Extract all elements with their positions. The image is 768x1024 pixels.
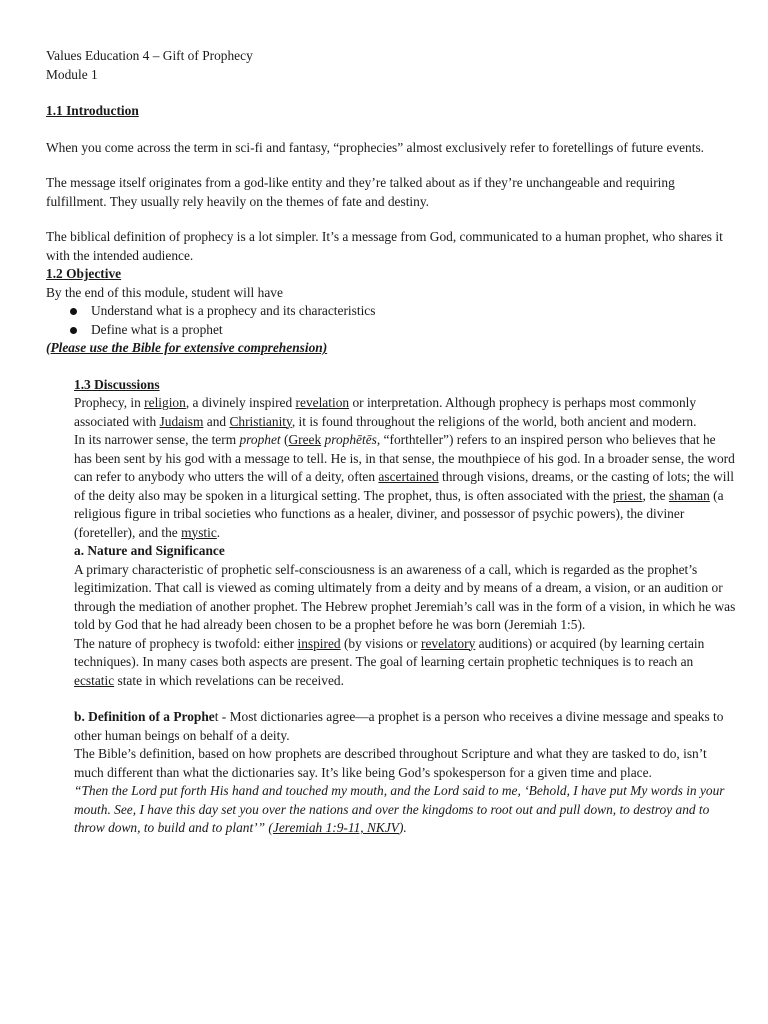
nature-paragraph-1: A primary characteristic of prophetic self-consciousness is an awareness of a call, which is regarded as the prophet’s legitimization. That call is viewed as coming ultimately from a deity and by means of a dream, a vision, or an audition or through the mediation of another prophet. The Hebrew prophet Jeremiah’s call was in the form of a vision, in which he was told by God that he had already been chosen to be a prophet before he was born (Jeremiah 1:5). — [74, 561, 736, 632]
objective-heading: 1.2 Objective — [46, 266, 122, 281]
document-page — [46, 47, 736, 838]
module-label: Module 1 — [46, 66, 98, 82]
link-priest[interactable]: priest — [612, 487, 643, 503]
intro-paragraph-3: The biblical definition of prophecy is a lot simpler. It’s a message from God, communicated to a human prophet, who shares it with the intended audience. — [46, 229, 723, 263]
discussions-heading: 1.3 Discussions — [74, 376, 160, 392]
link-judaism[interactable]: Judaism — [159, 413, 204, 429]
intro-heading: 1.1 Introduction — [46, 103, 139, 118]
objective-item: Understand what is a prophecy and its characteristics — [68, 302, 736, 321]
link-religion[interactable]: religion — [144, 395, 186, 410]
link-ascertained[interactable]: ascertained — [378, 469, 439, 484]
link-greek[interactable]: Greek — [288, 432, 322, 447]
objective-lead: By the end of this module, student will have — [46, 284, 283, 300]
objective-list — [46, 302, 736, 339]
definition-paragraph: b. Definition of a Prophet - Most dictionaries agree—a prophet is a person who receives a divine message and speaks to other human beings on behalf of a deity. — [74, 709, 724, 743]
link-inspired[interactable]: inspired — [297, 635, 341, 651]
definition-heading: b. Definition of a Prophe — [74, 709, 215, 724]
link-revelatory[interactable]: revelatory — [420, 635, 476, 651]
discussions-paragraph-2: In its narrower sense, the term prophet (Greek prophētēs, “forthteller”) refers to an inspired person who believes that he has been sent by his god with a message to tell. He is, in that sense, the mouthpiece of his god. In a broader sense, the word can refer to anybody who utters the will of a deity, often ascertained through visions, dreams, or the casting of lots; the will of the deity also may be spoken in a liturgical setting. The prophet, thus, is often associated with the priest, the shaman (a religious figure in tribal societies who functions as a healer, diviner, and possessor of psychic powers), the diviner (foreteller), and the mystic. — [74, 432, 735, 540]
link-ecstatic[interactable]: ecstatic — [74, 672, 115, 688]
scripture-quote: “Then the Lord put forth His hand and touched my mouth, and the Lord said to me, ‘Behold, I have put My words in your mouth. See, I have this day set you over the nations and over the kingdoms to root out and pull down, to destroy and to throw down, to build and to plant’” (Jeremiah 1:9-11, NKJV). — [74, 783, 725, 835]
nature-heading: a. Nature and Significance — [74, 543, 225, 558]
link-mystic[interactable]: mystic — [181, 524, 217, 540]
objective-item: Define what is a prophet — [68, 321, 736, 340]
link-christianity[interactable]: Christianity — [229, 413, 292, 429]
intro-paragraph-2: The message itself originates from a god-like entity and they’re talked about as if they’re unchangeable and requiring fulfillment. They usually rely heavily on the themes of fate and destiny. — [46, 175, 675, 209]
bible-note: (Please use the Bible for extensive comprehension) — [46, 340, 328, 355]
link-jeremiah-reference[interactable]: Jeremiah 1:9-11, NKJV — [272, 820, 399, 835]
definition-paragraph-2: The Bible’s definition, based on how prophets are described throughout Scripture and what they are tasked to do, isn’t much different than what the dictionaries say. It’s like being God’s spokesperson for a given time and place. — [74, 746, 707, 780]
discussions-paragraph-1: Prophecy, in religion, a divinely inspired revelation or interpretation. Although prophecy is perhaps most commonly associated with Judaism and Christianity, it is found throughout the religions of the world, both ancient and modern. — [74, 395, 697, 429]
link-revelation[interactable]: revelation — [295, 395, 350, 410]
nature-paragraph-2: The nature of prophecy is twofold: either inspired (by visions or revelatory auditions) or acquired (by learning certain techniques). In many cases both aspects are present. The goal of learning certain prophetic techniques is to reach an ecstatic state in which revelations can be received. — [74, 635, 705, 688]
intro-paragraph-1: When you come across the term in sci-fi and fantasy, “prophecies” almost exclusively refer to foretellings of future events. — [46, 139, 705, 155]
discussions-section — [74, 376, 736, 838]
course-title: Values Education 4 – Gift of Prophecy — [46, 48, 253, 63]
link-shaman[interactable]: shaman — [668, 487, 710, 503]
